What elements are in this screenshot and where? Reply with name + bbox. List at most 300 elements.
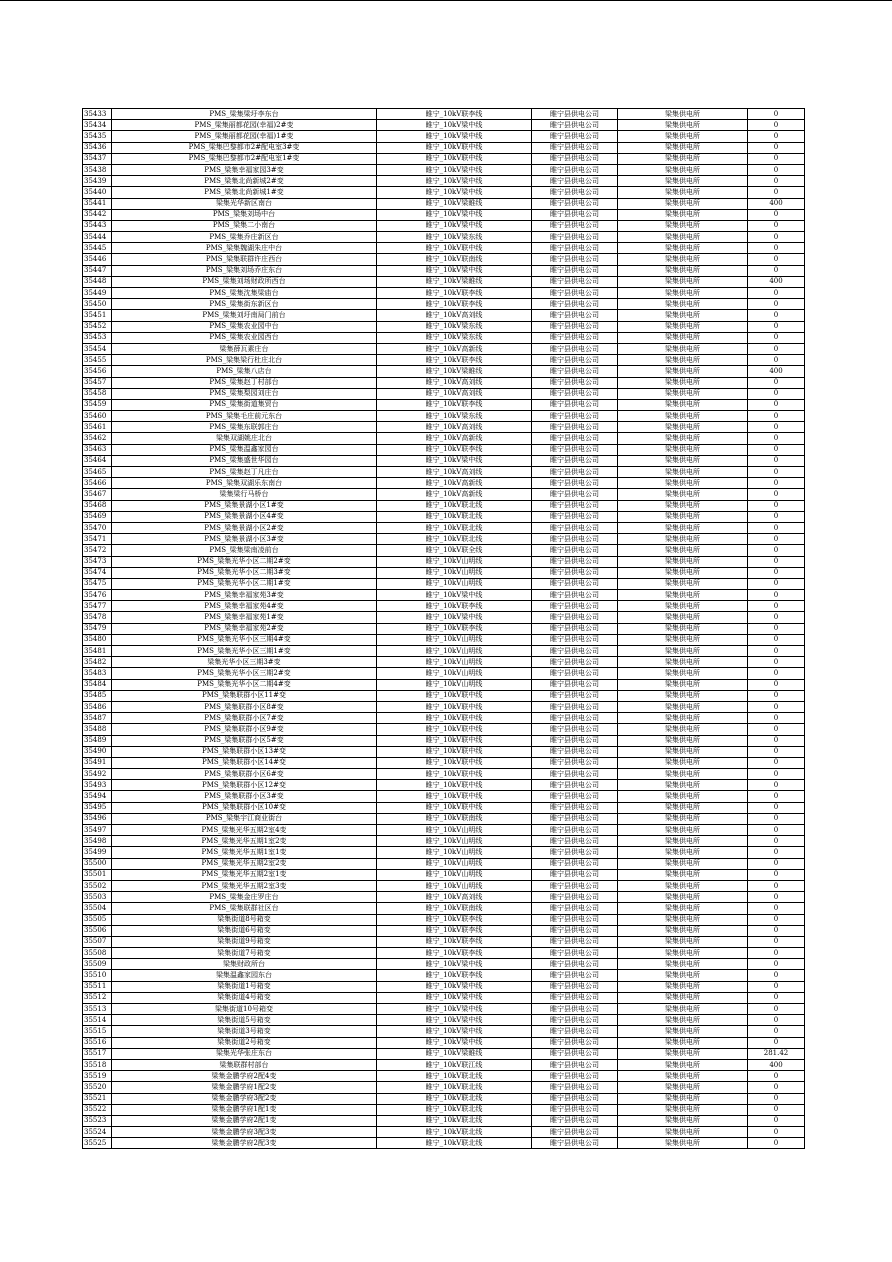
company: 睢宁县供电公司 — [532, 131, 618, 142]
transformer-name: 梁集街道7号箱变 — [112, 948, 377, 959]
company: 睢宁县供电公司 — [532, 1048, 618, 1059]
capacity-value: 0 — [748, 1115, 805, 1126]
station: 梁集供电所 — [618, 657, 748, 668]
row-id: 35499 — [83, 847, 112, 858]
station: 梁集供电所 — [618, 948, 748, 959]
capacity-value: 0 — [748, 769, 805, 780]
feeder-line: 睢宁_10kV梁中线 — [377, 959, 532, 970]
feeder-line: 睢宁_10kV梁中线 — [377, 981, 532, 992]
station: 梁集供电所 — [618, 780, 748, 791]
row-id: 35480 — [83, 634, 112, 645]
table-row — [83, 500, 805, 511]
company: 睢宁县供电公司 — [532, 892, 618, 903]
company: 睢宁县供电公司 — [532, 578, 618, 589]
station: 梁集供电所 — [618, 411, 748, 422]
feeder-line: 睢宁_10kV梁东线 — [377, 411, 532, 422]
company: 睢宁县供电公司 — [532, 489, 618, 500]
company: 睢宁县供电公司 — [532, 623, 618, 634]
transformer-name: PMS_梁集联群小区5#变 — [112, 735, 377, 746]
transformer-name: PMS_梁集联群许庄西台 — [112, 254, 377, 265]
capacity-value: 0 — [748, 511, 805, 522]
transformer-name: 梁集光华小区三期3#变 — [112, 657, 377, 668]
feeder-line: 睢宁_10kV山明线 — [377, 858, 532, 869]
transformer-name: 梁集光华张庄东台 — [112, 1048, 377, 1059]
row-id: 35453 — [83, 332, 112, 343]
company: 睢宁县供电公司 — [532, 914, 618, 925]
transformer-name: 梁集街道6号箱变 — [112, 925, 377, 936]
capacity-value: 0 — [748, 724, 805, 735]
table-row — [83, 1026, 805, 1037]
feeder-line: 睢宁_10kV高新线 — [377, 478, 532, 489]
transformer-name: PMS_梁集光华小区三期4#变 — [112, 634, 377, 645]
feeder-line: 睢宁_10kV高新线 — [377, 489, 532, 500]
table-row — [83, 164, 805, 175]
feeder-line: 睢宁_10kV山明线 — [377, 657, 532, 668]
capacity-value: 400 — [748, 1059, 805, 1070]
table-row — [83, 556, 805, 567]
company: 睢宁县供电公司 — [532, 366, 618, 377]
table-row — [83, 590, 805, 601]
station: 梁集供电所 — [618, 1115, 748, 1126]
station: 梁集供电所 — [618, 422, 748, 433]
feeder-line: 睢宁_10kV梁中线 — [377, 992, 532, 1003]
station: 梁集供电所 — [618, 254, 748, 265]
feeder-line: 睢宁_10kV联南线 — [377, 903, 532, 914]
feeder-line: 睢宁_10kV山明线 — [377, 825, 532, 836]
transformer-name: PMS_梁集光华小区三期1#变 — [112, 646, 377, 657]
station: 梁集供电所 — [618, 970, 748, 981]
capacity-value: 0 — [748, 858, 805, 869]
capacity-value: 0 — [748, 153, 805, 164]
transformer-name: PMS_梁集八店台 — [112, 366, 377, 377]
station: 梁集供电所 — [618, 701, 748, 712]
station: 梁集供电所 — [618, 567, 748, 578]
row-id: 35451 — [83, 310, 112, 321]
table-row — [83, 679, 805, 690]
row-id: 35467 — [83, 489, 112, 500]
table-row — [83, 668, 805, 679]
capacity-value: 0 — [748, 914, 805, 925]
capacity-value: 0 — [748, 992, 805, 1003]
station: 梁集供电所 — [618, 164, 748, 175]
table-row — [83, 120, 805, 131]
transformer-name: PMS_梁集毛庄前元东台 — [112, 411, 377, 422]
station: 梁集供电所 — [618, 791, 748, 802]
transformer-name: PMS_梁集景湖小区4#变 — [112, 511, 377, 522]
company: 睢宁县供电公司 — [532, 746, 618, 757]
transformer-name: PMS_梁集巴黎都市2#配电室3#变 — [112, 142, 377, 153]
transformer-name: PMS_梁集宇江商业街台 — [112, 813, 377, 824]
row-id: 35502 — [83, 880, 112, 891]
station: 梁集供电所 — [618, 388, 748, 399]
transformer-name: PMS_梁集联群社区台 — [112, 903, 377, 914]
station: 梁集供电所 — [618, 869, 748, 880]
feeder-line: 睢宁_10kV山明线 — [377, 578, 532, 589]
row-id: 35488 — [83, 724, 112, 735]
transformer-name: 梁集金鹏学府2配1变 — [112, 1115, 377, 1126]
capacity-value: 0 — [748, 399, 805, 410]
station: 梁集供电所 — [618, 310, 748, 321]
table-row — [83, 836, 805, 847]
transformer-name: 梁集光华新区南台 — [112, 198, 377, 209]
table-row — [83, 1004, 805, 1015]
company: 睢宁县供电公司 — [532, 422, 618, 433]
transformer-name: 梁集街道10号箱变 — [112, 1004, 377, 1015]
transformer-name: PMS_梁集盛世华园台 — [112, 455, 377, 466]
capacity-value: 281.42 — [748, 1048, 805, 1059]
feeder-line: 睢宁_10kV梁东线 — [377, 332, 532, 343]
capacity-value: 0 — [748, 701, 805, 712]
capacity-value: 0 — [748, 142, 805, 153]
transformer-name: 梁集街道5号箱变 — [112, 1015, 377, 1026]
row-id: 35497 — [83, 825, 112, 836]
feeder-line: 睢宁_10kV梁东线 — [377, 321, 532, 332]
row-id: 35466 — [83, 478, 112, 489]
transformer-name: 梁集联群村部台 — [112, 1059, 377, 1070]
company: 睢宁县供电公司 — [532, 388, 618, 399]
feeder-line: 睢宁_10kV梁东线 — [377, 232, 532, 243]
station: 梁集供电所 — [618, 243, 748, 254]
transformer-name: 梁集街道8号箱变 — [112, 914, 377, 925]
company: 睢宁县供电公司 — [532, 1026, 618, 1037]
company: 睢宁县供电公司 — [532, 567, 618, 578]
company: 睢宁县供电公司 — [532, 209, 618, 220]
capacity-value: 400 — [748, 366, 805, 377]
company: 睢宁县供电公司 — [532, 590, 618, 601]
transformer-name: PMS_梁集联群小区3#变 — [112, 791, 377, 802]
row-id: 35525 — [83, 1138, 112, 1149]
row-id: 35519 — [83, 1071, 112, 1082]
table-row — [83, 332, 805, 343]
capacity-value: 0 — [748, 1015, 805, 1026]
transformer-name: PMS_梁集刘圩南局门前台 — [112, 310, 377, 321]
station: 梁集供电所 — [618, 1138, 748, 1149]
feeder-line: 睢宁_10kV山明线 — [377, 880, 532, 891]
feeder-line: 睢宁_10kV联中线 — [377, 142, 532, 153]
station: 梁集供电所 — [618, 377, 748, 388]
capacity-value: 0 — [748, 433, 805, 444]
row-id: 35447 — [83, 265, 112, 276]
company: 睢宁县供电公司 — [532, 332, 618, 343]
feeder-line: 睢宁_10kV联李线 — [377, 444, 532, 455]
row-id: 35478 — [83, 612, 112, 623]
capacity-value: 0 — [748, 534, 805, 545]
capacity-value: 0 — [748, 232, 805, 243]
transformer-name: PMS_梁集联群小区8#变 — [112, 701, 377, 712]
transformer-name: PMS_梁集温鑫家园台 — [112, 444, 377, 455]
row-id: 35520 — [83, 1082, 112, 1093]
station: 梁集供电所 — [618, 1059, 748, 1070]
company: 睢宁县供电公司 — [532, 545, 618, 556]
capacity-value: 0 — [748, 601, 805, 612]
transformer-name: 梁集金鹏学府1配2变 — [112, 1082, 377, 1093]
feeder-line: 睢宁_10kV联北线 — [377, 511, 532, 522]
company: 睢宁县供电公司 — [532, 522, 618, 533]
company: 睢宁县供电公司 — [532, 1015, 618, 1026]
transformer-name: PMS_梁集联群小区6#变 — [112, 769, 377, 780]
feeder-line: 睢宁_10kV联李线 — [377, 601, 532, 612]
station: 梁集供电所 — [618, 813, 748, 824]
transformer-name: PMS_梁集梨园刘庄台 — [112, 388, 377, 399]
feeder-line: 睢宁_10kV高刘线 — [377, 377, 532, 388]
company: 睢宁县供电公司 — [532, 153, 618, 164]
row-id: 35524 — [83, 1127, 112, 1138]
table-row — [83, 825, 805, 836]
transformer-name: PMS_梁集魏湖朱庄中台 — [112, 243, 377, 254]
station: 梁集供电所 — [618, 433, 748, 444]
feeder-line: 睢宁_10kV联中线 — [377, 701, 532, 712]
feeder-line: 睢宁_10kV联中线 — [377, 713, 532, 724]
transformer-name: PMS_梁集梁圩李东台 — [112, 109, 377, 120]
station: 梁集供电所 — [618, 522, 748, 533]
table-row — [83, 232, 805, 243]
row-id: 35512 — [83, 992, 112, 1003]
capacity-value: 0 — [748, 131, 805, 142]
row-id: 35435 — [83, 131, 112, 142]
row-id: 35491 — [83, 757, 112, 768]
transformer-name: PMS_梁集街道集贸台 — [112, 399, 377, 410]
feeder-line: 睢宁_10kV梁中线 — [377, 1004, 532, 1015]
feeder-line: 睢宁_10kV联南线 — [377, 254, 532, 265]
feeder-line: 睢宁_10kV梁睢线 — [377, 1048, 532, 1059]
feeder-line: 睢宁_10kV联李线 — [377, 299, 532, 310]
feeder-line: 睢宁_10kV联南线 — [377, 813, 532, 824]
feeder-line: 睢宁_10kV梁中线 — [377, 1037, 532, 1048]
feeder-line: 睢宁_10kV联北线 — [377, 1104, 532, 1115]
company: 睢宁县供电公司 — [532, 399, 618, 410]
company: 睢宁县供电公司 — [532, 355, 618, 366]
table-row — [83, 1115, 805, 1126]
transformer-name: PMS_梁集光华五期1室2变 — [112, 836, 377, 847]
capacity-value: 400 — [748, 276, 805, 287]
capacity-value: 0 — [748, 321, 805, 332]
table-row — [83, 1015, 805, 1026]
transformer-name: PMS_梁集幸福家苑2#变 — [112, 623, 377, 634]
row-id: 35489 — [83, 735, 112, 746]
company: 睢宁县供电公司 — [532, 254, 618, 265]
station: 梁集供电所 — [618, 623, 748, 634]
row-id: 35469 — [83, 511, 112, 522]
table-row — [83, 623, 805, 634]
capacity-value: 0 — [748, 567, 805, 578]
row-id: 35487 — [83, 713, 112, 724]
capacity-value: 0 — [748, 299, 805, 310]
transformer-table — [82, 108, 805, 1149]
table-row — [83, 377, 805, 388]
station: 梁集供电所 — [618, 176, 748, 187]
page-top-border — [0, 0, 892, 1]
table-row — [83, 343, 805, 354]
transformer-name: PMS_梁集北尚新城1#变 — [112, 187, 377, 198]
feeder-line: 睢宁_10kV联中线 — [377, 690, 532, 701]
row-id: 35437 — [83, 153, 112, 164]
station: 梁集供电所 — [618, 288, 748, 299]
transformer-name: PMS_梁集光华五期1室1变 — [112, 847, 377, 858]
capacity-value: 0 — [748, 578, 805, 589]
table-row — [83, 467, 805, 478]
table-row — [83, 1093, 805, 1104]
table-row — [83, 746, 805, 757]
transformer-name: PMS_梁集巴黎都市2#配电室1#变 — [112, 153, 377, 164]
company: 睢宁县供电公司 — [532, 1127, 618, 1138]
feeder-line: 睢宁_10kV联中线 — [377, 780, 532, 791]
row-id: 35486 — [83, 701, 112, 712]
station: 梁集供电所 — [618, 467, 748, 478]
company: 睢宁县供电公司 — [532, 1004, 618, 1015]
company: 睢宁县供电公司 — [532, 1093, 618, 1104]
table-row — [83, 243, 805, 254]
feeder-line: 睢宁_10kV梁睢线 — [377, 276, 532, 287]
company: 睢宁县供电公司 — [532, 802, 618, 813]
transformer-name: PMS_梁集梁南凌前台 — [112, 545, 377, 556]
table-row — [83, 276, 805, 287]
row-id: 35442 — [83, 209, 112, 220]
station: 梁集供电所 — [618, 187, 748, 198]
capacity-value: 0 — [748, 679, 805, 690]
table-row — [83, 869, 805, 880]
company: 睢宁县供电公司 — [532, 713, 618, 724]
company: 睢宁县供电公司 — [532, 243, 618, 254]
row-id: 35522 — [83, 1104, 112, 1115]
feeder-line: 睢宁_10kV山明线 — [377, 668, 532, 679]
transformer-name: 梁集梁行马桥台 — [112, 489, 377, 500]
station: 梁集供电所 — [618, 981, 748, 992]
station: 梁集供电所 — [618, 1015, 748, 1026]
company: 睢宁县供电公司 — [532, 1071, 618, 1082]
station: 梁集供电所 — [618, 500, 748, 511]
station: 梁集供电所 — [618, 713, 748, 724]
row-id: 35511 — [83, 981, 112, 992]
feeder-line: 睢宁_10kV联北线 — [377, 500, 532, 511]
table-row — [83, 265, 805, 276]
station: 梁集供电所 — [618, 1004, 748, 1015]
feeder-line: 睢宁_10kV山明线 — [377, 679, 532, 690]
table-row — [83, 802, 805, 813]
row-id: 35450 — [83, 299, 112, 310]
station: 梁集供电所 — [618, 959, 748, 970]
transformer-name: 梁集财政所台 — [112, 959, 377, 970]
capacity-value: 0 — [748, 1082, 805, 1093]
transformer-name: PMS_梁集幸福家苑3#变 — [112, 590, 377, 601]
feeder-line: 睢宁_10kV梁中线 — [377, 187, 532, 198]
row-id: 35501 — [83, 869, 112, 880]
capacity-value: 0 — [748, 825, 805, 836]
capacity-value: 0 — [748, 1138, 805, 1149]
capacity-value: 0 — [748, 411, 805, 422]
transformer-name: PMS_梁集联群小区12#变 — [112, 780, 377, 791]
table-row — [83, 455, 805, 466]
station: 梁集供电所 — [618, 992, 748, 1003]
company: 睢宁县供电公司 — [532, 1138, 618, 1149]
row-id: 35516 — [83, 1037, 112, 1048]
station: 梁集供电所 — [618, 590, 748, 601]
station: 梁集供电所 — [618, 545, 748, 556]
table-row — [83, 220, 805, 231]
capacity-value: 0 — [748, 209, 805, 220]
capacity-value: 0 — [748, 869, 805, 880]
capacity-value: 0 — [748, 332, 805, 343]
capacity-value: 0 — [748, 478, 805, 489]
company: 睢宁县供电公司 — [532, 634, 618, 645]
company: 睢宁县供电公司 — [532, 847, 618, 858]
transformer-name: PMS_梁集光华五期2室2变 — [112, 858, 377, 869]
company: 睢宁县供电公司 — [532, 679, 618, 690]
company: 睢宁县供电公司 — [532, 232, 618, 243]
transformer-name: 梁集街道1号箱变 — [112, 981, 377, 992]
capacity-value: 0 — [748, 310, 805, 321]
transformer-name: PMS_梁集刘场乔庄东台 — [112, 265, 377, 276]
company: 睢宁县供电公司 — [532, 265, 618, 276]
station: 梁集供电所 — [618, 489, 748, 500]
company: 睢宁县供电公司 — [532, 724, 618, 735]
company: 睢宁县供电公司 — [532, 276, 618, 287]
table-row — [83, 1048, 805, 1059]
capacity-value: 0 — [748, 780, 805, 791]
row-id: 35494 — [83, 791, 112, 802]
capacity-value: 0 — [748, 746, 805, 757]
transformer-name: PMS_梁集光华小区二期3#变 — [112, 567, 377, 578]
transformer-name: 梁集金鹏学府2配3变 — [112, 1138, 377, 1149]
capacity-value: 0 — [748, 948, 805, 959]
company: 睢宁县供电公司 — [532, 411, 618, 422]
transformer-name: PMS_梁集乔庄新区台 — [112, 232, 377, 243]
feeder-line: 睢宁_10kV联北线 — [377, 1071, 532, 1082]
row-id: 35436 — [83, 142, 112, 153]
company: 睢宁县供电公司 — [532, 164, 618, 175]
table-row — [83, 176, 805, 187]
table-row — [83, 321, 805, 332]
capacity-value: 0 — [748, 623, 805, 634]
feeder-line: 睢宁_10kV梁中线 — [377, 164, 532, 175]
table-row — [83, 1037, 805, 1048]
company: 睢宁县供电公司 — [532, 1104, 618, 1115]
capacity-value: 0 — [748, 164, 805, 175]
station: 梁集供电所 — [618, 578, 748, 589]
station: 梁集供电所 — [618, 1037, 748, 1048]
capacity-value: 0 — [748, 243, 805, 254]
station: 梁集供电所 — [618, 646, 748, 657]
row-id: 35440 — [83, 187, 112, 198]
station: 梁集供电所 — [618, 880, 748, 891]
capacity-value: 0 — [748, 1037, 805, 1048]
transformer-name: PMS_梁集幸福家苑4#变 — [112, 601, 377, 612]
capacity-value: 0 — [748, 355, 805, 366]
capacity-value: 0 — [748, 791, 805, 802]
row-id: 35459 — [83, 399, 112, 410]
table-row — [83, 858, 805, 869]
feeder-line: 睢宁_10kV梁中线 — [377, 455, 532, 466]
table-row — [83, 109, 805, 120]
capacity-value: 0 — [748, 1127, 805, 1138]
company: 睢宁县供电公司 — [532, 187, 618, 198]
row-id: 35518 — [83, 1059, 112, 1070]
station: 梁集供电所 — [618, 634, 748, 645]
row-id: 35471 — [83, 534, 112, 545]
table-row — [83, 646, 805, 657]
row-id: 35438 — [83, 164, 112, 175]
feeder-line: 睢宁_10kV联中线 — [377, 724, 532, 735]
table-row — [83, 948, 805, 959]
table-row — [83, 511, 805, 522]
row-id: 35483 — [83, 668, 112, 679]
feeder-line: 睢宁_10kV山明线 — [377, 646, 532, 657]
row-id: 35503 — [83, 892, 112, 903]
table-row — [83, 366, 805, 377]
station: 梁集供电所 — [618, 198, 748, 209]
row-id: 35523 — [83, 1115, 112, 1126]
row-id: 35500 — [83, 858, 112, 869]
station: 梁集供电所 — [618, 209, 748, 220]
